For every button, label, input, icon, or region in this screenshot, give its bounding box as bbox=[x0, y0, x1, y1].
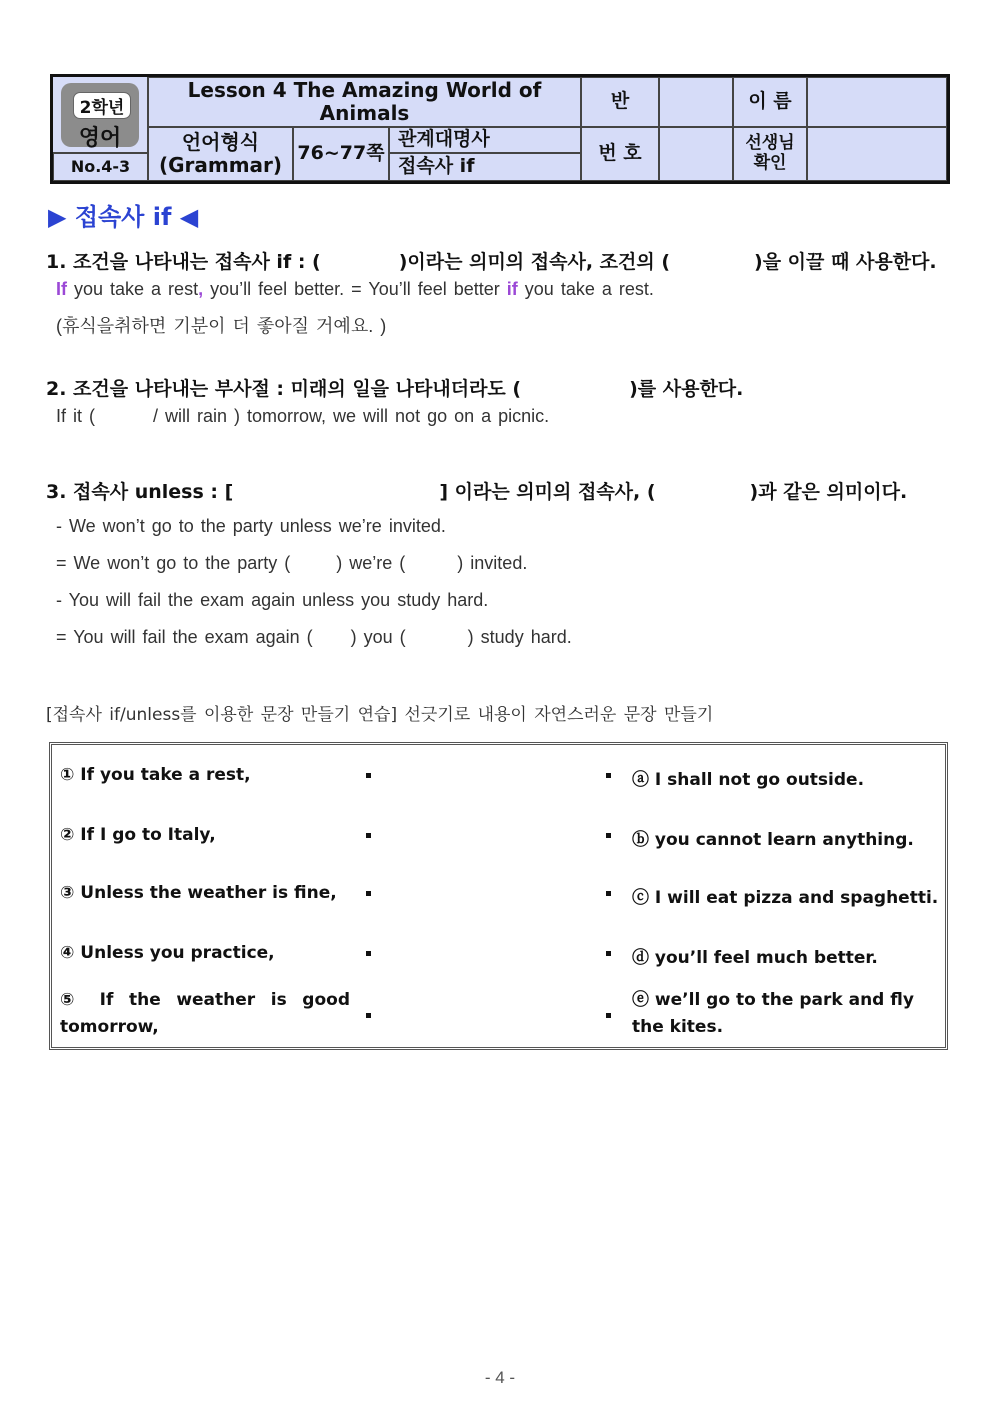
lesson-title: Lesson 4 The Amazing World of Animals bbox=[148, 77, 581, 127]
page-range: 76~77쪽 bbox=[293, 127, 389, 181]
match-right-item: ⓔ we’ll go to the park and fly the kites. bbox=[632, 990, 914, 1037]
page-number: - 4 - bbox=[484, 1368, 516, 1387]
match-right-item: ⓐ I shall not go outside. bbox=[632, 770, 865, 790]
name-label: 이 름 bbox=[733, 77, 807, 127]
match-left-item: ② If I go to Italy, bbox=[60, 825, 216, 845]
practice-instruction: [접속사 if/unless를 이용한 문장 만들기 연습] 선긋기로 내용이 자연스러운 문장 만들기 bbox=[46, 705, 714, 725]
topic-relative-pronoun: 관계대명사 bbox=[389, 127, 581, 153]
match-left-dot[interactable] bbox=[366, 1013, 371, 1018]
teacher-check-label: 선생님 확인 bbox=[733, 127, 807, 181]
name-field[interactable] bbox=[807, 77, 947, 127]
match-left-item: ③ Unless the weather is fine, bbox=[60, 883, 337, 903]
match-left-item: ⑤ If the weather is good tomorrow, bbox=[60, 990, 350, 1037]
section2-heading: 2. 조건을 나타내는 부사절 : 미래의 일을 나타내더라도 ( )를 사용한다. bbox=[46, 378, 744, 400]
match-left-dot[interactable] bbox=[366, 773, 371, 778]
page-title: ▶ 접속사 if ◀ bbox=[48, 203, 199, 231]
match-right-item: ⓑ you cannot learn anything. bbox=[632, 830, 914, 850]
match-left-item: ① If you take a rest, bbox=[60, 765, 251, 785]
match-right-item: ⓒ I will eat pizza and spaghetti. bbox=[632, 888, 939, 908]
match-left-dot[interactable] bbox=[366, 951, 371, 956]
section3-line4: = You will fail the exam again ( ) you ( ) study hard. bbox=[56, 627, 572, 647]
match-left-item: ④ Unless you practice, bbox=[60, 943, 275, 963]
class-label: 반 bbox=[581, 77, 659, 127]
match-left-dot[interactable] bbox=[366, 891, 371, 896]
teacher-check-field[interactable] bbox=[807, 127, 947, 181]
match-right-dot[interactable] bbox=[606, 891, 611, 896]
match-right-item: ⓓ you’ll feel much better. bbox=[632, 948, 878, 968]
section3-line1: - We won’t go to the party unless we’re invited. bbox=[56, 516, 446, 536]
seat-number-label: 번 호 bbox=[581, 127, 659, 181]
section1-heading: 1. 조건을 나타내는 접속사 if : ( )이라는 의미의 접속사, 조건의 ( )을 이끌 때 사용한다. bbox=[46, 251, 937, 273]
grade-label: 2학년 bbox=[73, 92, 131, 119]
worksheet-header bbox=[50, 74, 950, 184]
matching-exercise bbox=[49, 742, 948, 1050]
section3-line2: = We won’t go to the party ( ) we’re ( ) invited. bbox=[56, 553, 528, 573]
match-right-dot[interactable] bbox=[606, 951, 611, 956]
match-right-dot[interactable] bbox=[606, 833, 611, 838]
seat-number-field[interactable] bbox=[659, 127, 733, 181]
grade-badge bbox=[61, 83, 139, 151]
section3-line3: - You will fail the exam again unless you study hard. bbox=[56, 590, 489, 610]
grade-subject-box bbox=[53, 77, 148, 153]
section2-example: If it ( / will rain ) tomorrow, we will not go on a picnic. bbox=[56, 406, 550, 426]
match-right-dot[interactable] bbox=[606, 1013, 611, 1018]
class-field[interactable] bbox=[659, 77, 733, 127]
section1-translation: (휴식을취하면 기분이 더 좋아질 거예요. ) bbox=[56, 316, 387, 336]
worksheet-number: No.4-3 bbox=[53, 153, 148, 181]
section1-example: If you take a rest, you’ll feel better. = You’ll feel better if you take a rest. bbox=[56, 279, 654, 299]
grammar-category: 언어형식 (Grammar) bbox=[148, 127, 293, 181]
topic-conjunction-if: 접속사 if bbox=[389, 153, 581, 181]
section3-heading: 3. 접속사 unless : [ ] 이라는 의미의 접속사, ( )과 같은 의미이다. bbox=[46, 481, 908, 503]
subject-label: 영어 bbox=[78, 126, 122, 151]
match-right-dot[interactable] bbox=[606, 773, 611, 778]
match-left-dot[interactable] bbox=[366, 833, 371, 838]
